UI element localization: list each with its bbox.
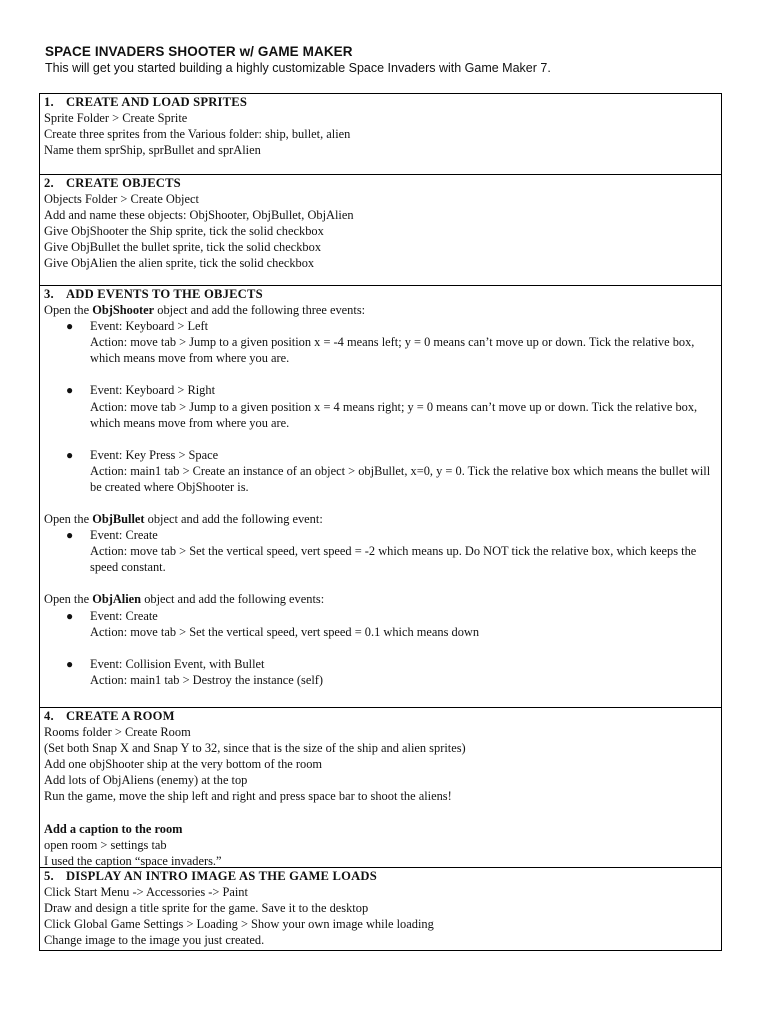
section-create-objects <box>40 174 721 285</box>
text-line: (Set both Snap X and Snap Y to 32, since that is the size of the ship and alien sprites) <box>44 741 466 756</box>
text-line: Give ObjShooter the Ship sprite, tick the solid checkbox <box>44 224 324 239</box>
section-number: 4. <box>44 709 54 723</box>
section-heading-text: CREATE A ROOM <box>66 709 175 723</box>
event-label: Event: Keyboard > Right <box>90 383 216 398</box>
bullet-icon: ● <box>66 319 74 334</box>
section-heading <box>44 708 717 724</box>
action-text: Action: main1 tab > Destroy the instance (self) <box>90 672 324 687</box>
bullet-icon: ● <box>66 383 74 398</box>
document-intro: This will get you started building a highly customizable Space Invaders with Game Maker 7. <box>45 61 551 75</box>
object-name: ObjShooter <box>92 303 155 318</box>
section-heading <box>44 286 717 302</box>
section-create-sprites <box>40 94 721 174</box>
section-number: 3. <box>44 287 54 301</box>
object-name: ObjAlien <box>92 592 142 607</box>
action-text: Action: move tab > Set the vertical speed, vert speed = 0.1 which means down <box>90 624 480 639</box>
text-line: Change image to the image you just created. <box>44 933 265 948</box>
open-object-line: Open the ObjAlien object and add the following events: <box>44 592 325 607</box>
section-number: 1. <box>44 95 54 109</box>
action-text: Action: move tab > Jump to a given position x = 4 means right; y = 0 means can’t move up or down. Tick the relative box, which means move from where you are. <box>90 399 698 430</box>
document-title: SPACE INVADERS SHOOTER w/ GAME MAKER <box>45 44 353 59</box>
text-line: Add one objShooter ship at the very bottom of the room <box>44 757 323 772</box>
text-line: Draw and design a title sprite for the game. Save it to the desktop <box>44 901 369 916</box>
section-number: 2. <box>44 176 54 190</box>
section-heading-text: ADD EVENTS TO THE OBJECTS <box>66 287 263 301</box>
event-item <box>44 656 717 688</box>
steps-table <box>39 93 722 951</box>
section-heading-text: CREATE OBJECTS <box>66 176 181 190</box>
section-intro-image <box>40 867 721 950</box>
event-label: Event: Create <box>90 608 158 623</box>
text-line: Name them sprShip, sprBullet and sprAlien <box>44 143 261 158</box>
action-text: Action: main1 tab > Create an instance of an object > objBullet, x=0, y = 0. Tick the relative box which means the bullet will be created where ObjShooter is. <box>90 463 711 494</box>
event-item <box>44 382 717 430</box>
text-line: Sprite Folder > Create Sprite <box>44 111 188 126</box>
text-line: Rooms folder > Create Room <box>44 725 191 740</box>
event-item <box>44 527 717 575</box>
section-heading <box>44 94 717 110</box>
open-object-line: Open the ObjBullet object and add the following event: <box>44 512 323 527</box>
open-object-line: Open the ObjShooter object and add the following three events: <box>44 303 366 318</box>
text-line: Run the game, move the ship left and right and press space bar to shoot the aliens! <box>44 789 452 804</box>
text-line: open room > settings tab <box>44 837 167 852</box>
text-line: Add lots of ObjAliens (enemy) at the top <box>44 773 248 788</box>
section-heading <box>44 868 717 884</box>
section-heading <box>44 175 717 191</box>
text-line: Add and name these objects: ObjShooter, ObjBullet, ObjAlien <box>44 208 354 223</box>
event-item <box>44 318 717 366</box>
bullet-icon: ● <box>66 528 74 543</box>
bullet-icon: ● <box>66 447 74 462</box>
event-item <box>44 608 717 640</box>
event-item <box>44 447 717 495</box>
section-number: 5. <box>44 869 54 883</box>
text-line: Click Start Menu -> Accessories -> Paint <box>44 885 248 900</box>
text-line: Objects Folder > Create Object <box>44 192 199 207</box>
bullet-icon: ● <box>66 656 74 671</box>
text-line: Create three sprites from the Various folder: ship, bullet, alien <box>44 127 351 142</box>
text-line: Click Global Game Settings > Loading > Show your own image while loading <box>44 917 434 932</box>
action-text: Action: move tab > Set the vertical speed, vert speed = -2 which means up. Do NOT tick the relative box, which keeps the speed constant. <box>90 544 697 575</box>
event-label: Event: Key Press > Space <box>90 447 219 462</box>
bullet-icon: ● <box>66 608 74 623</box>
event-label: Event: Create <box>90 528 158 543</box>
caption-subheading: Add a caption to the room <box>44 821 183 836</box>
event-label: Event: Keyboard > Left <box>90 319 209 334</box>
text-line: Give ObjAlien the alien sprite, tick the solid checkbox <box>44 256 315 271</box>
section-heading-text: DISPLAY AN INTRO IMAGE AS THE GAME LOADS <box>66 869 377 883</box>
section-create-room <box>40 707 721 867</box>
section-add-events <box>40 285 721 707</box>
event-label: Event: Collision Event, with Bullet <box>90 656 265 671</box>
text-line: I used the caption “space invaders.” <box>44 853 222 868</box>
object-name: ObjBullet <box>92 512 145 527</box>
text-line: Give ObjBullet the bullet sprite, tick the solid checkbox <box>44 240 322 255</box>
action-text: Action: move tab > Jump to a given position x = -4 means left; y = 0 means can’t move up or down. Tick the relative box, which means move from where you are. <box>90 335 695 366</box>
section-heading-text: CREATE AND LOAD SPRITES <box>66 95 248 109</box>
